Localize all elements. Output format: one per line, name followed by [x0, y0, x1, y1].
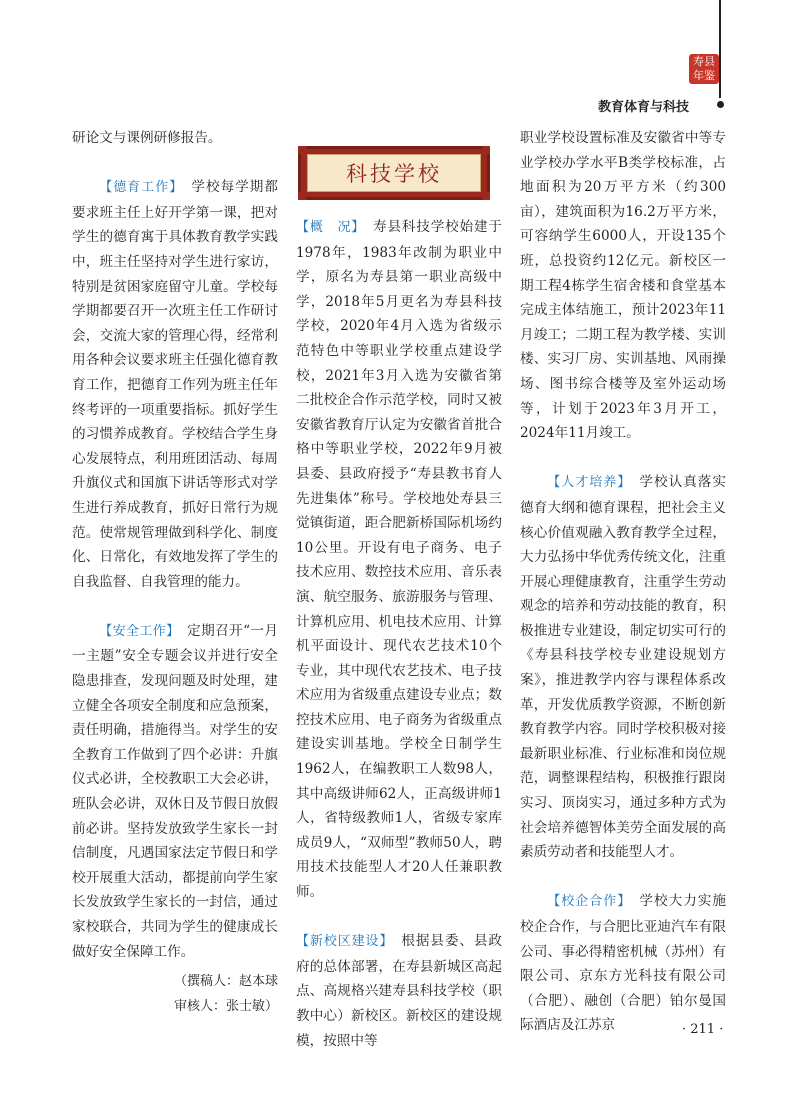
header-dot	[717, 101, 724, 108]
safety-body: 定期召开“一月一主题”安全专题会议并进行安全隐患排查，发现问题及时处理，建立健全各项安全制度和应急预案，责任明确，措施得当。对学生的安全教育工作做到了四个必讲：升旗仪式必讲，全校教职工大会必讲，班队会必讲，双休日及节假日放假前必讲。坚持发放致学生家长一封信制度，凡遇国家法定节假日和学校开展重大活动，都提前向学生家长发放致学生家长的一封信，通过家校联合，共同为学生的健康成长做好安全保障工作。	[72, 622, 278, 960]
overview-heading: 【概 况】	[296, 220, 359, 235]
school-enterprise-body: 学校大力实施校企合作，与合肥比亚迪汽车有限公司、事必得精密机械（苏州）有限公司、京东方光科技有限公司（合肥）、融创（合肥）铂尔曼国际酒店及江苏京	[520, 893, 726, 1034]
banner-corner	[298, 192, 306, 200]
talent-body: 学校认真落实德育大纲和德育课程，把社会主义核心价值观融入教育教学全过程，大力弘扬中华优秀传统文化，注重开展心理健康教育，注重学生劳动观念的培养和劳动技能的教育，积极推进专业建设，制定切实可行的《寿县科技学校专业建设规划方案》，推进教学内容与课程体系改革，开发优质教学资源，不断创新教育教学内容。同时学校积极对接最新职业标准、行业标准和岗位规范，调整课程结构，积极推行跟岗实习、顶岗实习，通过多种方式为社会培养德智体美劳全面发展的高素质劳动者和技能型人才。	[520, 474, 726, 861]
new-campus-continued: 职业学校设置标准及安徽省中等专业学校办学水平B类学校标准，占地面积为20万平方米（约300亩），建筑面积为16.2万平方米，可容纳学生6000人，开设135个班，总投资约12亿元。新校区一期工程4栋学生宿舍楼和食堂基本完成主体结施工，预计2023年11月竣工；二期工程为教学楼、实训楼、实习厂房、实训基地、风雨操场、图书综合楼等及室外运动场等，计划于2023年3月开工，2024年11月竣工。	[520, 130, 726, 442]
banner-corner	[482, 146, 490, 154]
new-campus-paragraph	[296, 929, 502, 1053]
header-rule	[719, 0, 721, 98]
moral-education-paragraph	[72, 175, 278, 594]
school-enterprise-heading: 【校企合作】	[547, 894, 625, 910]
banner-corner	[298, 146, 306, 154]
page-number: · 211 ·	[682, 1022, 724, 1037]
talent-paragraph	[520, 470, 726, 865]
school-enterprise-paragraph	[520, 889, 726, 1038]
moral-education-heading: 【德育工作】	[99, 180, 177, 196]
overview-paragraph	[296, 215, 502, 905]
talent-heading: 【人才培养】	[547, 475, 625, 491]
overview-body: 寿县科技学校始建于1978年，1983年改制为职业中学，原名为寿县第一职业高级中学，2018年5月更名为寿县科技学校，2020年4月入选为省级示范特色中等职业学校重点建设学校，2021年3月入选为安徽省第二批校企合作示范学校，同时又被安徽省教育厅认定为安徽省首批合格中等职业学校，2022年9月被县委、县政府授予“寿县教书育人先进集体”称号。学校地处寿县三觉镇街道，距合肥新桥国际机场约10公里。开设有电子商务、电子技术应用、数控技术应用、音乐表演、航空服务、旅游服务与管理、计算机应用、机电技术应用、计算机平面设计、现代农艺技术10个专业，其中现代农艺技术、电子技术应用为省级重点建设专业点；数控技术应用、电子商务为省级重点建设实训基地。学校全日制学生1962人，在编教职工人数98人，其中高级讲师62人，正高级讲师1人，省特级教师1人，省级专家库成员9人，“双师型”教师50人，聘用技术技能型人才20人任兼职教师。	[296, 219, 502, 901]
new-campus-heading: 【新校区建设】	[296, 934, 387, 950]
new-campus-body: 根据县委、县政府的总体部署，在寿县新城区高起点、高规格兴建寿县科技学校（职教中心）新校区。新校区的建设规模，按照中等	[296, 933, 503, 1049]
intro-paragraph: 研论文与课例研修报告。	[72, 130, 222, 146]
safety-paragraph	[72, 619, 278, 964]
author-credit: （撰稿人：赵本球	[173, 974, 278, 990]
column-3	[520, 126, 726, 1038]
moral-education-body: 学校每学期都要求班主任上好开学第一课，把对学生的德育寓于具体教育教学实践中，班主任坚持对学生进行家访，特别是贫困家庭留守儿童。学校每学期都要召开一次班主任工作研讨会，交流大家的管理心得，经常利用各种会议要求班主任强化德育教育工作，把德育工作列为班主任年终考评的一项重要指标。抓好学生的习惯养成教育。学校结合学生身心发展特点，利用班团活动、每周升旗仪式和国旗下讲话等形式对学生进行养成教育，抓好日常行为规范。使常规管理做到科学化、制度化、日常化，有效地发挥了学生的自我监督、自我管理的能力。	[72, 179, 278, 590]
running-header: 教育体育与科技	[598, 100, 690, 115]
safety-heading: 【安全工作】	[99, 623, 174, 639]
banner-corner	[482, 192, 490, 200]
yearbook-seal-icon: 寿县 年鉴	[689, 54, 719, 84]
school-title: 科技学校	[307, 154, 481, 192]
school-title-banner	[298, 146, 490, 200]
reviewer-credit: 审核人：张士敏）	[173, 998, 278, 1014]
column-2	[296, 215, 502, 1053]
column-1	[72, 126, 278, 1019]
